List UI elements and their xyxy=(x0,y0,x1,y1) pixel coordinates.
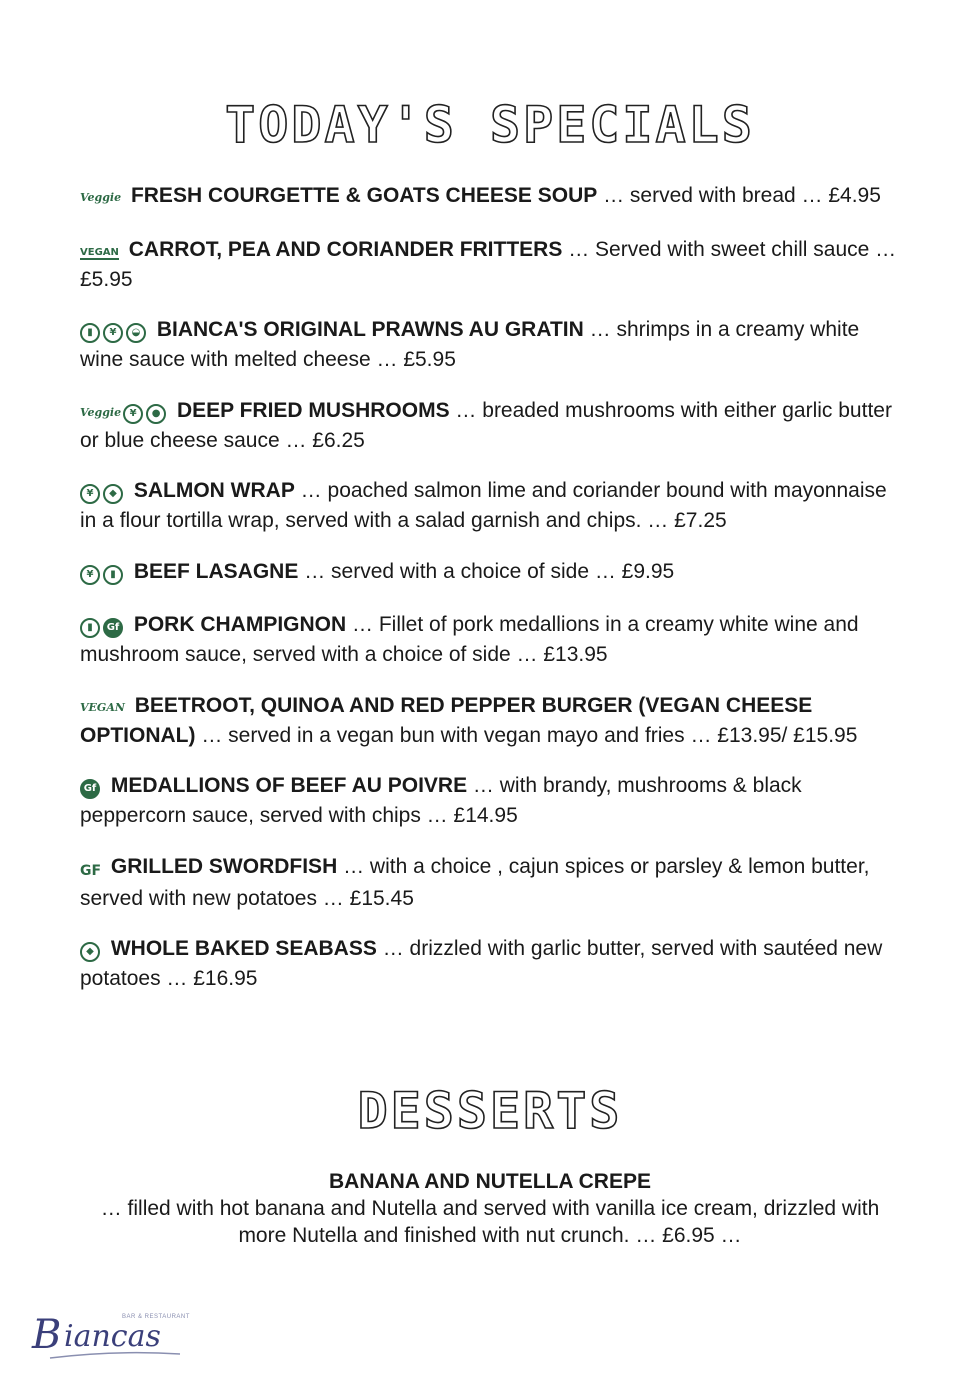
dish-description: … served with bread … £4.95 xyxy=(597,184,881,207)
specials-list xyxy=(80,182,900,1016)
dish-description: … with a choice , cajun spices or parsley & lemon butter, served with new potatoes … £15.45 xyxy=(80,854,870,910)
veggie-icon: Veggie xyxy=(80,191,122,204)
egg-icon: ● xyxy=(146,404,166,424)
dish-name: BEETROOT, QUINOA AND RED PEPPER BURGER (VEGAN CHEESE OPTIONAL) xyxy=(80,693,813,747)
dish-name: BEEF LASAGNE xyxy=(133,559,299,583)
dessert-description: … filled with hot banana and Nutella and served with vanilla ice cream, drizzled with more Nutella and finished with nut crunch. … £6.95 … xyxy=(100,1197,880,1247)
vegan-icon: VEGAN xyxy=(80,700,125,714)
list-item xyxy=(80,477,900,534)
dish-name: WHOLE BAKED SEABASS xyxy=(110,937,377,960)
dish-name: FRESH COURGETTE & GOATS CHEESE SOUP xyxy=(130,184,598,207)
dish-name: SALMON WRAP xyxy=(133,479,295,502)
dish-description: … breaded mushrooms with either garlic butter or blue cheese sauce … £6.25 xyxy=(80,398,892,452)
dish-name: PORK CHAMPIGNON xyxy=(133,613,347,636)
list-item xyxy=(80,611,900,668)
dish-description: … drizzled with garlic butter, served with sautéed new potatoes … £16.95 xyxy=(80,937,883,990)
dish-description: … Fillet of pork medallions in a creamy white wine and mushroom sauce, served with a choice of side … £13.95 xyxy=(80,613,859,666)
veggie-icon: Veggie xyxy=(80,405,122,419)
dish-description: … with brandy, mushrooms & black peppercorn sauce, served with chips … £14.95 xyxy=(80,774,802,827)
wheat-icon: ¥ xyxy=(80,484,100,504)
list-item xyxy=(80,236,900,293)
list-item xyxy=(80,935,900,992)
dessert-item xyxy=(80,1168,900,1249)
dairy-icon: ▮ xyxy=(80,323,100,343)
vegan-icon: VEGAN xyxy=(80,246,119,258)
list-item xyxy=(80,182,900,212)
fish-icon: ◆ xyxy=(103,484,123,504)
list-item xyxy=(80,397,900,454)
section-title: DESSERTS xyxy=(357,1082,623,1140)
dairy-icon: ▮ xyxy=(80,618,100,638)
list-item xyxy=(80,772,900,829)
svg-text:BAR & RESTAURANT: BAR & RESTAURANT xyxy=(122,1314,190,1320)
restaurant-logo xyxy=(30,1300,200,1370)
dish-name: MEDALLIONS OF BEEF AU POIVRE xyxy=(110,774,468,797)
wheat-icon: ¥ xyxy=(123,404,143,424)
dish-description: … served in a vegan bun with vegan mayo and fries … £13.95/ £15.95 xyxy=(195,723,858,747)
page-title: TODAY'S SPECIALS xyxy=(225,96,755,154)
dish-description: … shrimps in a creamy white wine sauce with melted cheese … £5.95 xyxy=(80,318,860,371)
list-item xyxy=(80,853,900,912)
wheat-icon: ¥ xyxy=(103,323,123,343)
svg-text:B: B xyxy=(32,1312,62,1358)
dish-description: … served with a choice of side … £9.95 xyxy=(298,559,675,583)
gluten-free-icon: Gf xyxy=(103,618,123,638)
list-item xyxy=(80,558,900,588)
fish-icon: ◆ xyxy=(80,942,100,962)
dish-name: DEEP FRIED MUSHROOMS xyxy=(176,398,450,422)
dairy-icon: ▮ xyxy=(103,565,123,585)
gluten-free-icon: Gf xyxy=(80,779,100,799)
gluten-free-icon: GF xyxy=(80,862,102,879)
list-item xyxy=(80,316,900,373)
svg-text:iancas: iancas xyxy=(64,1319,161,1354)
dish-description: … poached salmon lime and coriander bound with mayonnaise in a flour tortilla wrap, served with a salad garnish and chips. … £7.25 xyxy=(80,479,887,532)
list-item xyxy=(80,692,900,749)
dish-description: … Served with sweet chill sauce … £5.95 xyxy=(80,237,897,291)
dessert-name: BANANA AND NUTELLA CREPE xyxy=(329,1170,651,1193)
wheat-icon: ¥ xyxy=(80,565,100,585)
crustacean-icon: ◒ xyxy=(126,323,146,343)
dish-name: GRILLED SWORDFISH xyxy=(110,854,338,878)
dish-name: CARROT, PEA AND CORIANDER FRITTERS xyxy=(128,237,563,261)
dish-name: BIANCA'S ORIGINAL PRAWNS AU GRATIN xyxy=(156,318,584,341)
